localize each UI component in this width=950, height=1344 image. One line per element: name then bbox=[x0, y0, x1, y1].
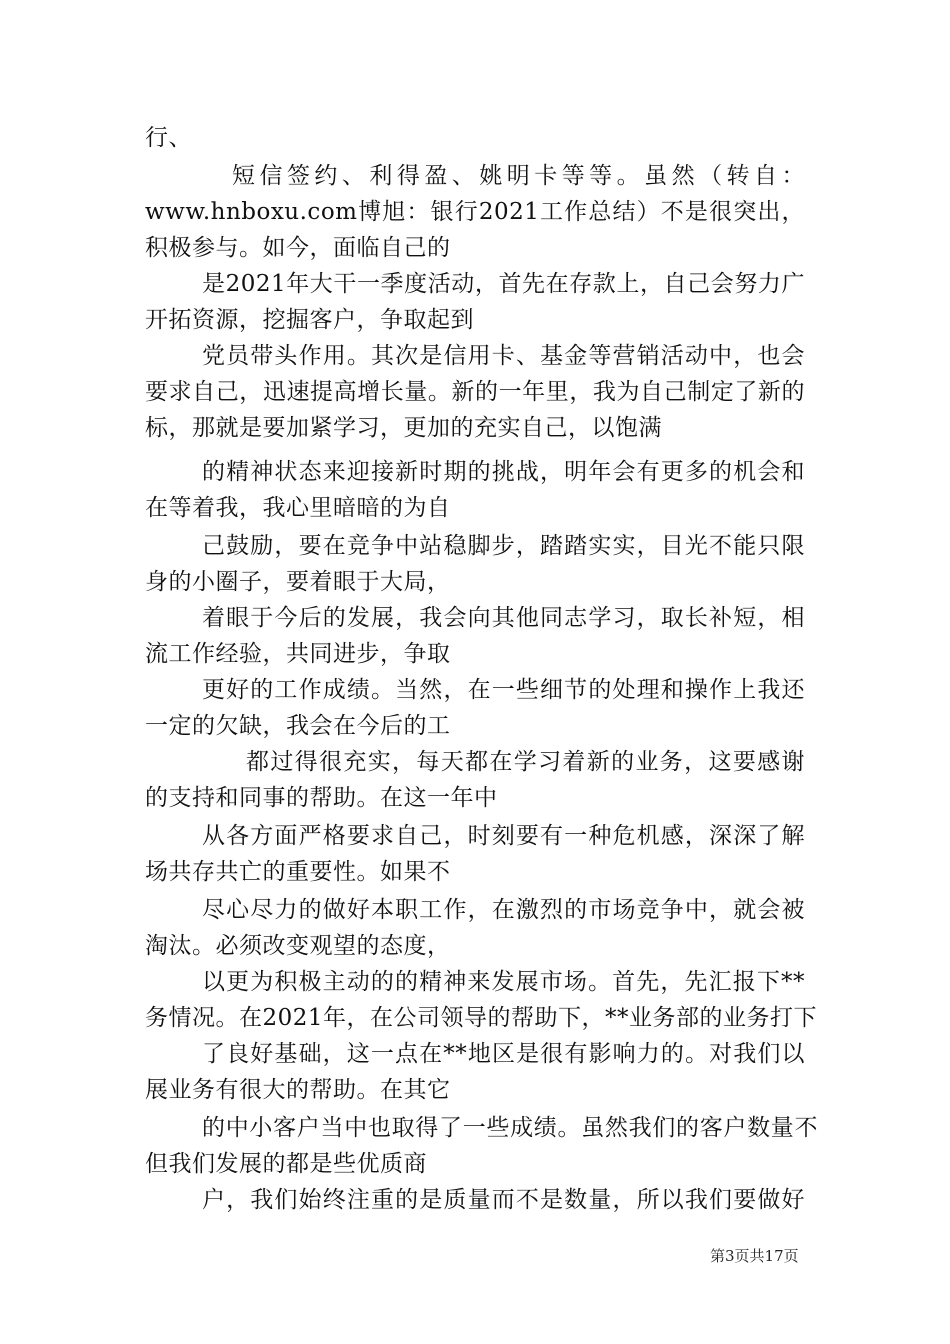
text-line-4: 积极参与。如今，面临自己的 bbox=[145, 235, 451, 261]
text-line-21: 场共存共亡的重要性。如果不 bbox=[145, 859, 451, 885]
text-line-30: 户，我们始终注重的是质量而不是数量，所以我们要做好 bbox=[202, 1187, 805, 1213]
text-line-2: 短信签约、利得盈、姚明卡等等。虽然（转自： bbox=[232, 163, 805, 189]
text-line-29: 但我们发展的都是些优质商 bbox=[145, 1151, 427, 1177]
text-line-11: 在等着我，我心里暗暗的为自 bbox=[145, 495, 451, 521]
text-line-5: 是2021年大干一季度活动，首先在存款上，自己会努力广 bbox=[202, 271, 805, 297]
text-line-25: 务情况。在2021年，在公司领导的帮助下，**业务部的业务打下 bbox=[145, 1005, 818, 1031]
text-line-24: 以更为积极主动的的精神来发展市场。首先，先汇报下** bbox=[202, 969, 805, 995]
text-line-3: www.hnboxu.com博旭：银行2021工作总结）不是很突出， bbox=[145, 199, 805, 225]
text-line-18: 都过得很充实，每天都在学习着新的业务，这要感谢 bbox=[246, 749, 805, 775]
text-line-9: 标，那就是要加紧学习，更加的充实自己，以饱满 bbox=[145, 415, 662, 441]
text-line-6: 开拓资源，挖掘客户，争取起到 bbox=[145, 307, 474, 333]
text-line-12: 己鼓励，要在竞争中站稳脚步，踏踏实实，目光不能只限 bbox=[202, 533, 805, 559]
text-line-15: 流工作经验，共同进步，争取 bbox=[145, 641, 451, 667]
text-line-13: 身的小圈子，要着眼于大局， bbox=[145, 569, 451, 595]
page-number-footer: 第3页共17页 bbox=[710, 1247, 799, 1265]
text-line-22: 尽心尽力的做好本职工作，在激烈的市场竞争中，就会被 bbox=[202, 897, 805, 923]
text-line-16: 更好的工作成绩。当然，在一些细节的处理和操作上我还 bbox=[202, 677, 805, 703]
text-line-14: 着眼于今后的发展，我会向其他同志学习，取长补短，相 bbox=[202, 605, 805, 631]
text-line-8: 要求自己，迅速提高增长量。新的一年里，我为自己制定了新的 bbox=[145, 379, 805, 405]
text-line-20: 从各方面严格要求自己，时刻要有一种危机感，深深了解 bbox=[202, 823, 805, 849]
text-line-7: 党员带头作用。其次是信用卡、基金等营销活动中，也会 bbox=[202, 343, 805, 369]
text-line-26: 了良好基础，这一点在**地区是很有影响力的。对我们以 bbox=[202, 1041, 805, 1067]
text-line-27: 展业务有很大的帮助。在其它 bbox=[145, 1077, 451, 1103]
text-line-1: 行、 bbox=[145, 125, 192, 151]
text-line-19: 的支持和同事的帮助。在这一年中 bbox=[145, 785, 498, 811]
text-line-17: 一定的欠缺，我会在今后的工 bbox=[145, 713, 451, 739]
text-line-10: 的精神状态来迎接新时期的挑战，明年会有更多的机会和 bbox=[202, 459, 805, 485]
text-line-28: 的中小客户当中也取得了一些成绩。虽然我们的客户数量不 bbox=[202, 1115, 818, 1141]
text-line-23: 淘汰。必须改变观望的态度， bbox=[145, 933, 451, 959]
